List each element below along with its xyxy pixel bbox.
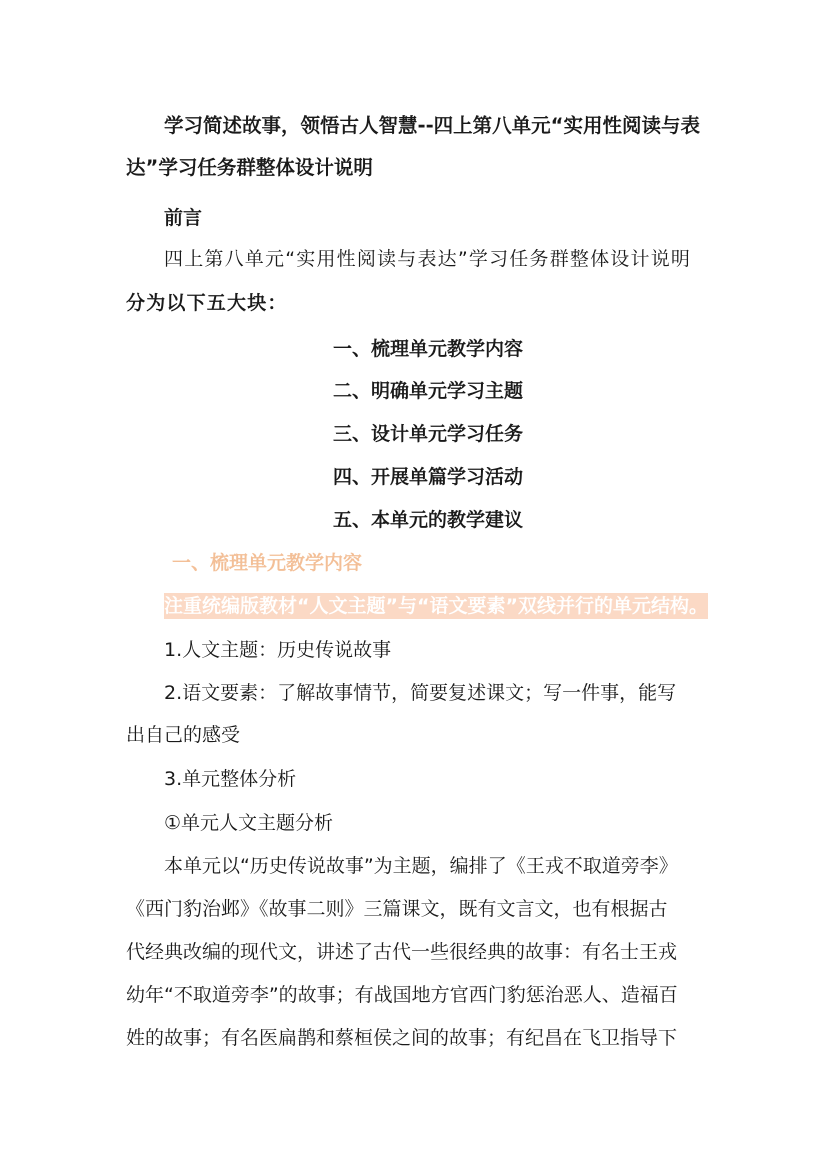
section-heading: 一、梳理单元教学内容 [172,552,363,574]
preface-line-2: 分为以下五大块： [126,292,288,314]
body-line-2: 《西门豹治邺》《故事二则》三篇课文，既有文言文，也有根据古 [126,898,668,920]
item-analysis: ①单元人文主题分析 [164,812,334,834]
item-element-line-1: 2.语文要素：了解故事情节，简要复述课文；写一件事，能写 [164,682,677,704]
toc-item-1: 一、梳理单元教学内容 [333,338,524,360]
highlight-line [164,593,708,619]
body-line-1: 本单元以“历史传说故事”为主题，编排了《王戎不取道旁李》 [164,855,678,877]
toc-item-4: 四、开展单篇学习活动 [333,466,524,488]
preface-line-1: 四上第八单元“实用性阅读与表达”学习任务群整体设计说明 [164,248,692,270]
item-theme: 1.人文主题：历史传说故事 [164,639,392,661]
item-overall: 3.单元整体分析 [164,768,297,790]
body-line-5: 姓的故事；有名医扁鹊和蔡桓侯之间的故事；有纪昌在飞卫指导下 [126,1027,678,1049]
preface-heading: 前言 [164,207,203,229]
title-line-2: 达”学习任务群整体设计说明 [126,156,373,179]
title-line-1: 学习简述故事，领悟古人智慧--四上第八单元“实用性阅读与表 [164,114,701,137]
body-line-4: 幼年“不取道旁李”的故事；有战国地方官西门豹惩治恶人、造福百 [126,984,678,1006]
toc-item-2: 二、明确单元学习主题 [333,380,524,402]
toc-item-5: 五、本单元的教学建议 [333,509,524,531]
toc-item-3: 三、设计单元学习任务 [333,423,524,445]
highlighted-text: 注重统编版教材“人文主题”与“语文要素”双线并行的单元结构。 [164,595,708,617]
item-element-line-2: 出自己的感受 [126,724,241,746]
body-line-3: 代经典改编的现代文，讲述了古代一些很经典的故事：有名士王戎 [126,941,678,963]
